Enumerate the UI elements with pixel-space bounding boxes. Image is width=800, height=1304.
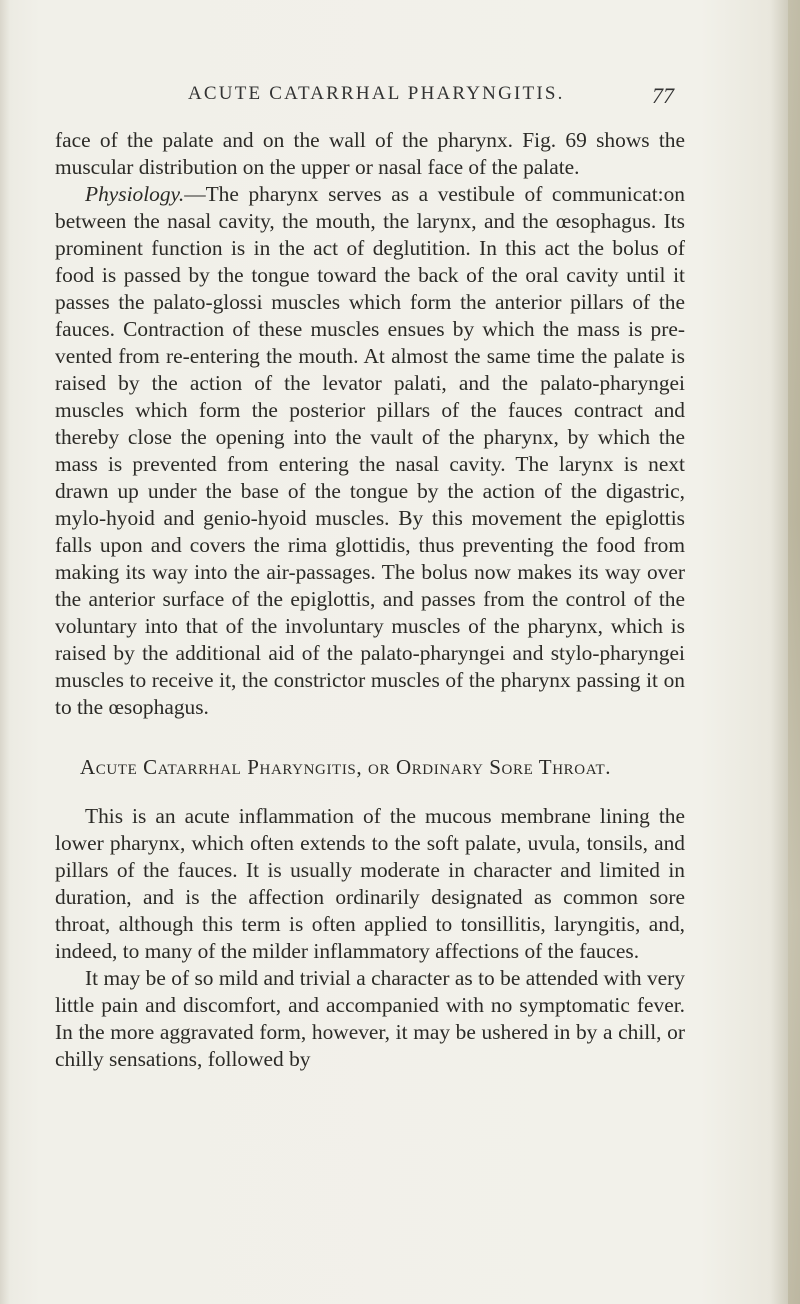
physiology-lead: Physiology. (85, 182, 185, 206)
physiology-body: —The pharynx serves as a vestibule of communicat:on between the nasal cavity, the mouth, the larynx, and the œsophagus. Its prominent function is in the act of deglutition. In this act the bolus of food is passed by the tongue toward the back of the oral cavity until it passes the palato-glossi muscles which form the anterior pillars of the fauces. Contraction of these muscles ensues by which the mass is prevented from re-entering the mouth. At almost the same time the palate is raised by the action of the levator palati, and the palato-pharyngei muscles which form the posterior pillars of the fauces contract and thereby close the opening into the vault of the pharynx, by which the mass is prevented from entering the nasal cavity. The larynx is next drawn up under the base of the tongue by the action of the digastric, mylo-hyoid and genio-hyoid muscles. By this movement the epiglottis falls upon and covers the rima glottidis, thus preventing the food from making its way into the air-passages. The bolus now makes its way over the anterior surface of the epiglottis, and passes from the control of the voluntary into that of the involuntary muscles of the pharynx, which is raised by the additional aid of the palato-pharyngei and stylo-pharyngei muscles to receive it, the constrictor muscles of the pharynx passing it on to the œsophagus. (55, 182, 685, 719)
page-number: 77 (652, 83, 674, 108)
paragraph-physiology (55, 181, 685, 721)
paragraph-symptoms: It may be of so mild and trivial a character as to be attended with very little pain and discomfort, and accompanied with no symptomatic fever. In the more aggravated form, however, it may be ushered in by a chill, or chilly sensations, followed by (55, 966, 685, 1071)
paragraph-definition: This is an acute inflammation of the mucous membrane lining the lower pharynx, which often extends to the soft palate, uvula, tonsils, and pillars of the fauces. It is usually moderate in character and limited in duration, and is the affection ordinarily designated as common sore throat, although this term is often applied to tonsillitis, laryngitis, and, indeed, to many of the milder inflammatory affections of the fauces. (55, 804, 685, 963)
section-heading: Acute Catarrhal Pharyngitis, or Ordinary Sore Throat. (80, 755, 612, 779)
page-edge-shadow (788, 0, 800, 1304)
page-header (0, 83, 800, 113)
body-text (55, 127, 685, 1073)
running-head: ACUTE CATARRHAL PHARYNGITIS. (188, 83, 565, 104)
paragraph-continuation: face of the palate and on the wall of the pharynx. Fig. 69 shows the muscular distribution on the upper or nasal face of the palate. (55, 128, 685, 179)
section-spacer (55, 721, 685, 754)
